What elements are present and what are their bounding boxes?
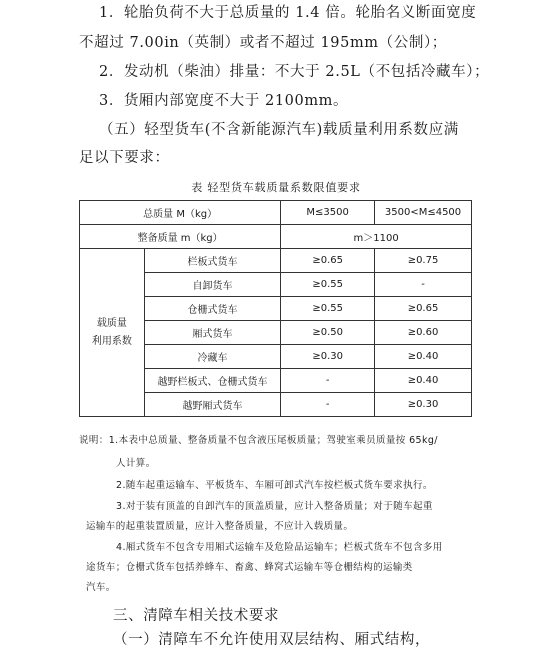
- curb-mass-value: m＞1100: [281, 225, 472, 249]
- col-header-light: M≤3500: [281, 201, 375, 225]
- table-row: [80, 201, 472, 225]
- coef-light: ≥0.30: [281, 345, 375, 369]
- coef-light: ≥0.55: [281, 297, 375, 321]
- vehicle-type: 越野栏板式、仓栅式货车: [144, 369, 281, 393]
- load-coefficient-intro: （五）轻型货车(不含新能源汽车)载质量利用系数应满: [99, 122, 459, 138]
- group-label-line1: 载质量: [96, 317, 127, 329]
- note-3-cont: 运输车的起重装置质量，应计入整备质量，不应计入载质量。: [86, 521, 354, 532]
- vehicle-type: 仓栅式货车: [144, 297, 281, 321]
- coef-light: -: [281, 393, 375, 417]
- coef-light: ≥0.65: [281, 249, 375, 273]
- coef-light: ≥0.50: [281, 321, 375, 345]
- coef-heavy: ≥0.30: [375, 393, 472, 417]
- coef-heavy: ≥0.40: [375, 345, 472, 369]
- engine-displacement-requirement: 2．发动机（柴油）排量：不大于 2.5L（不包括冷藏车）；: [99, 64, 490, 80]
- tire-width-requirement: 不超过 7.00in（英制）或者不超过 195mm（公制）；: [79, 35, 447, 51]
- coef-heavy: -: [375, 273, 472, 297]
- vehicle-type: 厢式货车: [144, 321, 281, 345]
- vehicle-type: 自卸货车: [144, 273, 281, 297]
- vehicle-type: 越野厢式货车: [144, 393, 281, 417]
- note-1: 说明：1.本表中总质量、整备质量不包含液压尾板质量；驾驶室乘员质量按 65kg/: [79, 435, 438, 446]
- note-3: 3.对于装有顶盖的自卸汽车的顶盖质量，应计入整备质量；对于随车起重: [116, 501, 433, 512]
- table-row: [80, 225, 472, 249]
- coef-heavy: ≥0.40: [375, 369, 472, 393]
- coef-heavy: ≥0.65: [375, 297, 472, 321]
- coef-light: ≥0.55: [281, 273, 375, 297]
- total-mass-header: 总质量 M（kg）: [80, 201, 281, 225]
- cargo-width-requirement: 3．货厢内部宽度不大于 2100mm。: [99, 93, 349, 109]
- curb-mass-header: 整备质量 m（kg）: [80, 225, 281, 249]
- load-coefficient-table: [79, 200, 472, 417]
- note-4: 4.厢式货车不包含专用厢式运输车及危险品运输车；栏板式货车不包含多用: [116, 542, 443, 553]
- vehicle-type: 栏板式货车: [144, 249, 281, 273]
- note-4-cont: 途货车；仓栅式货车包括养蜂车、畜禽、蜂窝式运输车等仓栅结构的运输类: [86, 562, 413, 573]
- note-4-end: 汽车。: [86, 582, 116, 593]
- coef-light: -: [281, 369, 375, 393]
- vehicle-type: 冷藏车: [144, 345, 281, 369]
- tire-load-requirement: 1．轮胎负荷不大于总质量的 1.4 倍。轮胎名义断面宽度: [99, 5, 477, 21]
- coef-heavy: ≥0.60: [375, 321, 472, 345]
- coef-heavy: ≥0.75: [375, 249, 472, 273]
- table-row: [80, 249, 472, 273]
- tow-truck-requirement-1: （一）清障车不允许使用双层结构、厢式结构，: [113, 632, 431, 648]
- note-2: 2.随车起重运输车、平板货车、车厢可卸式汽车按栏板式货车要求执行。: [116, 480, 433, 491]
- section-heading: 三、清障车相关技术要求: [113, 608, 280, 624]
- load-coefficient-intro-cont: 足以下要求：: [79, 150, 170, 166]
- col-header-heavy: 3500<M≤4500: [375, 201, 472, 225]
- group-label-line2: 利用系数: [91, 335, 132, 347]
- table-caption: 表 轻型货车载质量系数限值要求: [191, 181, 361, 194]
- note-1-cont: 人计算。: [116, 458, 156, 469]
- load-coefficient-group-label: [80, 249, 145, 417]
